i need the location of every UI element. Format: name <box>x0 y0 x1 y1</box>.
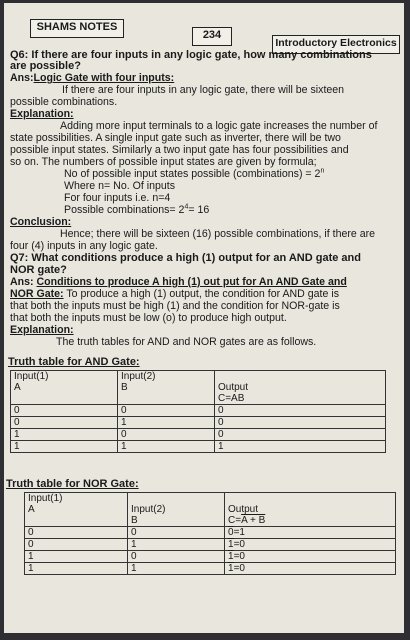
and-r3-b: 0 <box>118 429 215 441</box>
nor-r3-out-bar: 1 <box>228 551 234 562</box>
nor-r4-b: 1 <box>128 563 225 575</box>
q6-exp-line2: state possibilities. A single input gate such as inverter, there will be two <box>10 132 341 144</box>
nor-r4-out <box>225 563 396 575</box>
and-r1-out: 0 <box>215 405 386 417</box>
and-r2-out: 0 <box>215 417 386 429</box>
and-input2-label: Input(2) <box>121 371 156 382</box>
and-input1-label: Input(1) <box>14 371 49 382</box>
q6-exp-line1: Adding more input terminals to a logic gate increases the number of <box>60 120 378 132</box>
q6-possible-text: Possible combinations= 2 <box>64 204 185 216</box>
and-r4-out: 1 <box>215 441 386 453</box>
q6-ans-line1: If there are four inputs in any logic gate, there will be sixteen <box>62 84 345 96</box>
q6-exp-line4: so on. The numbers of possible input states are given by formula; <box>10 156 317 168</box>
q6-possible-combinations <box>64 205 209 217</box>
nor-r2-out-val: =0 <box>233 539 245 550</box>
and-input2-header <box>118 371 215 405</box>
nor-output-header <box>225 493 396 527</box>
header-left-box <box>30 19 124 38</box>
nor-r3-b: 0 <box>128 551 225 563</box>
q6-ans-title: Logic Gate with four inputs: <box>33 72 175 84</box>
table-row <box>11 405 386 417</box>
q7-ans-line1-rest: To produce a high (1) output, the condition for AND gate is <box>63 288 339 300</box>
q7-answer-heading <box>10 277 347 289</box>
and-r4-a: 1 <box>11 441 118 453</box>
and-r2-b: 1 <box>118 417 215 429</box>
and-header-row <box>11 371 386 405</box>
table-row <box>25 527 396 539</box>
table-row <box>11 441 386 453</box>
q6-question-line2: are possible? <box>10 60 81 72</box>
and-output-formula: C=AB <box>218 393 245 404</box>
header-left-label: SHAMS NOTES <box>36 21 118 33</box>
q6-answer-heading <box>10 73 174 85</box>
nor-r1-out-val: =1 <box>233 527 245 538</box>
q6-where-line: Where n= No. Of inputs <box>64 180 175 192</box>
q6-formula-exponent: n <box>320 167 325 175</box>
q7-ans-line3: that both the inputs must be low (o) to produce high output. <box>10 312 287 324</box>
document-page <box>4 3 404 633</box>
q7-ans-line1 <box>10 289 339 301</box>
nor-formula-overline: A + B <box>241 515 266 526</box>
nor-r1-b: 0 <box>128 527 225 539</box>
q7-explanation-label: Explanation: <box>10 324 74 336</box>
nor-r4-out-bar: 1 <box>228 563 234 574</box>
and-input1-header <box>11 371 118 405</box>
page-number: 234 <box>202 29 222 41</box>
and-b-label: B <box>121 382 128 393</box>
q6-possible-exponent: 4 <box>184 203 189 211</box>
q7-question-line2: NOR gate? <box>10 264 67 276</box>
nor-input2-header <box>128 493 225 527</box>
and-r3-a: 1 <box>11 429 118 441</box>
nor-r2-out <box>225 539 396 551</box>
table-row <box>11 429 386 441</box>
and-r1-b: 0 <box>118 405 215 417</box>
nor-r3-out <box>225 551 396 563</box>
nor-r1-out-bar: 0 <box>228 527 234 538</box>
nor-output-label: Output <box>228 504 259 515</box>
and-r4-b: 1 <box>118 441 215 453</box>
q6-possible-result: = 16 <box>188 204 210 216</box>
nor-r2-b: 1 <box>128 539 225 551</box>
nor-input1-label: Input(1) <box>28 493 63 504</box>
q6-exp-line3: possible input states. Similarly a two input gate has four possibilities and <box>10 144 349 156</box>
nor-r2-out-bar: 1 <box>228 539 234 550</box>
q6-formula <box>64 169 324 181</box>
nor-b-label: B <box>131 515 138 526</box>
header-right-label: Introductory Electronics <box>275 37 397 49</box>
table-row <box>25 551 396 563</box>
header-page-number-box <box>192 27 232 46</box>
q6-conclusion-label: Conclusion: <box>10 216 72 228</box>
nor-r4-a: 1 <box>25 563 128 575</box>
q6-for-line: For four inputs i.e. n=4 <box>64 192 171 204</box>
q7-question-line1: Q7: What conditions produce a high (1) output for an AND gate and <box>10 252 361 264</box>
nor-a-label: A <box>28 504 35 515</box>
q6-explanation-label: Explanation: <box>10 108 74 120</box>
table-row <box>11 417 386 429</box>
and-output-header <box>215 371 386 405</box>
q7-exp-line: The truth tables for AND and NOR gates are as follows. <box>56 336 317 348</box>
q6-question-line1: Q6: If there are four inputs in any logic gate, how many combinations <box>10 49 372 61</box>
nor-formula-prefix: C= <box>228 515 242 526</box>
nor-input1-header <box>25 493 128 527</box>
nor-r2-a: 0 <box>25 539 128 551</box>
and-table-title: Truth table for AND Gate: <box>8 356 140 368</box>
nor-truth-table <box>24 492 396 575</box>
and-r3-out: 0 <box>215 429 386 441</box>
q6-conclusion-line1: Hence; there will be sixteen (16) possible combinations, if there are <box>60 228 376 240</box>
and-output-label: Output <box>218 382 249 393</box>
q6-ans-line2: possible combinations. <box>10 96 118 108</box>
q7-ans-title-line2: NOR Gate: <box>10 288 64 300</box>
and-a-label: A <box>14 382 21 393</box>
table-row <box>25 563 396 575</box>
and-r1-a: 0 <box>11 405 118 417</box>
q6-formula-text: No of possible input states possible (combinations) = 2 <box>64 168 321 180</box>
q7-ans-line2: that both the inputs must be high (1) and the condition for NOR-gate is <box>10 300 340 312</box>
nor-table-title: Truth table for NOR Gate: <box>6 478 139 490</box>
nor-r1-a: 0 <box>25 527 128 539</box>
q7-ans-label: Ans: <box>10 276 34 288</box>
nor-r3-out-val: =0 <box>233 551 245 562</box>
nor-header-row <box>25 493 396 527</box>
and-truth-table <box>10 370 386 453</box>
q6-conclusion-line2: four (4) inputs in any logic gate. <box>10 240 158 252</box>
nor-r3-a: 1 <box>25 551 128 563</box>
and-r2-a: 0 <box>11 417 118 429</box>
table-row <box>25 539 396 551</box>
nor-r1-out <box>225 527 396 539</box>
q6-ans-label: Ans: <box>10 72 34 84</box>
q7-ans-title-line1: Conditions to produce A high (1) out put for An AND Gate and <box>36 276 347 288</box>
nor-r4-out-val: =0 <box>233 563 245 574</box>
nor-input2-label: Input(2) <box>131 504 166 515</box>
